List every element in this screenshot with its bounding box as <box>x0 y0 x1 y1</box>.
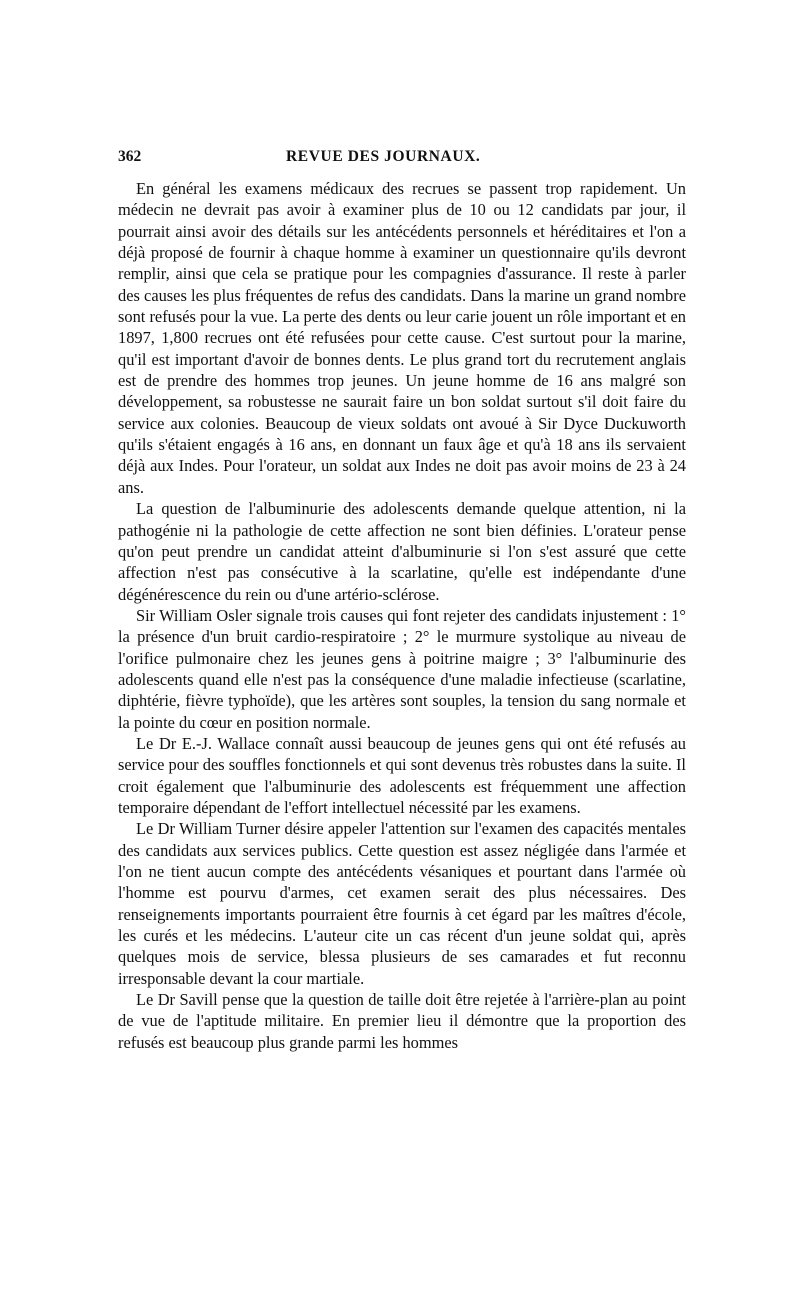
paragraph-recruits-examination: En général les examens médicaux des recrues se passent trop rapidement. Un médecin ne devrait pas avoir à examiner plus de 10 ou 12 candidats par jour, il pourrait ainsi avoir des détails sur les antécédents personnels et héréditaires et l'on a déjà proposé de fournir à chaque homme à examiner un questionnaire qu'ils devront remplir, ainsi que cela se pratique pour les compagnies d'assurance. Il reste à parler des causes les plus fréquentes de refus des candidats. Dans la marine un grand nombre sont refusés pour la vue. La perte des dents ou leur carie jouent un rôle important et en 1897, 1,800 recrues ont été refusées pour cette cause. C'est surtout pour la marine, qu'il est important d'avoir de bonnes dents. Le plus grand tort du recrutement anglais est de prendre des hommes trop jeunes. Un jeune homme de 16 ans malgré son développement, sa robustesse ne saurait faire un bon soldat surtout s'il doit faire du service aux colonies. Beaucoup de vieux soldats ont avoué à Sir Dyce Duckuworth qu'ils s'étaient engagés à 16 ans, en donnant un faux âge et qu'à 18 ans ils servaient déjà aux Indes. Pour l'orateur, un soldat aux Indes ne doit pas avoir moins de 23 à 24 ans. <box>118 179 686 497</box>
journal-title: REVUE DES JOURNAUX. <box>286 148 481 165</box>
page-number: 362 <box>118 148 142 165</box>
body-text <box>118 178 686 1053</box>
paragraph-turner: Le Dr William Turner désire appeler l'attention sur l'examen des capacités mentales des candidats aux services publics. Cette question est assez négligée dans l'armée et l'on ne tient aucun compte des antécédents vésaniques et pourtant dans l'armée où l'homme est pourvu d'armes, cet examen serait des plus nécessaires. Des renseignements importants pourraient être fournis à cet égard par les maîtres d'école, les curés et les médecins. L'auteur cite un cas récent d'un jeune soldat qui, après quelques mois de service, blessa plusieurs de ses camarades et fut reconnu irresponsable devant la cour martiale. <box>118 819 686 988</box>
running-head <box>118 148 686 172</box>
paragraph-wallace: Le Dr E.-J. Wallace connaît aussi beaucoup de jeunes gens qui ont été refusés au service pour des souffles fonctionnels et qui sont devenus très robustes dans la suite. Il croit également que l'albuminurie des adolescents est fréquemment une affection temporaire dépendant de l'effort intellectuel nécessité par les examens. <box>118 733 686 817</box>
paragraph-savill: Le Dr Savill pense que la question de taille doit être rejetée à l'arrière-plan au point de vue de l'aptitude militaire. En premier lieu il démontre que la proportion des refusés est beaucoup plus grande parmi les hommes <box>118 990 686 1052</box>
book-page <box>118 148 686 1053</box>
paragraph-osler: Sir William Osler signale trois causes qui font rejeter des candidats injustement : 1° la présence d'un bruit cardio-respiratoire ; 2° le murmure systolique au niveau de l'orifice pulmonaire chez les jeunes gens à poitrine maigre ; 3° l'albuminurie des adolescents quand elle n'est pas la conséquence d'une maladie infectieuse (scarlatine, diphtérie, fièvre typhoïde), que les artères sont souples, la tension du sang normale et la pointe du cœur en position normale. <box>118 605 686 732</box>
paragraph-albuminuria: La question de l'albuminurie des adolescents demande quelque attention, ni la pathogénie ni la pathologie de cette affection ne sont bien définies. L'orateur pense qu'on peut prendre un candidat atteint d'albuminurie si l'on s'est assuré que cette affection n'est pas consécutive à la scarlatine, qu'elle est indépendante d'une dégénérescence du rein ou d'une artério-sclérose. <box>118 499 686 604</box>
